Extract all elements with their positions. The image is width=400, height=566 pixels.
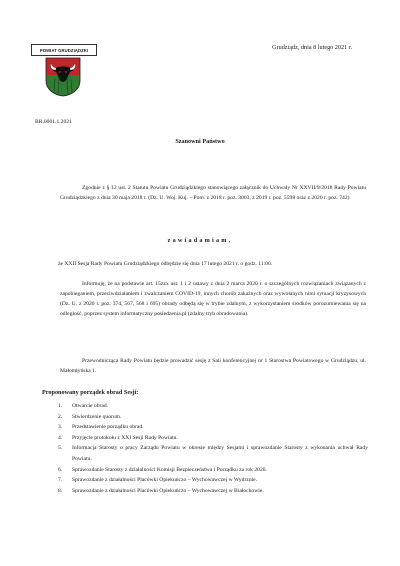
agenda-item-number: 1. <box>58 403 63 409</box>
chair-paragraph: Przewodnicząca Rady Powiatu będzie prowadzić sesję z Sali konferencyjnej nr 1 Starostwa Powiatowego w Grudziądzu, ul. Małomłyńska 1. <box>60 358 366 374</box>
agenda-item <box>58 443 368 464</box>
agenda-item-number: 7. <box>58 477 63 484</box>
letter-date: Grudziądz, dnia 8 lutego 2021 r. <box>272 44 352 51</box>
agenda-item-text: Informacja Starosty o pracy Zarządu Powiatu w okresie między Sesjami i sprawozdanie Starosty z wykonania uchwał Rady Powiatu. <box>72 445 368 462</box>
agenda-item-number: 8. <box>58 487 63 494</box>
coat-of-arms-icon <box>45 57 81 97</box>
agenda-item-number: 3. <box>58 424 63 431</box>
agenda-item-number: 5. <box>58 445 63 452</box>
agenda-item <box>58 475 368 486</box>
agenda-item <box>58 486 368 497</box>
agenda-item <box>58 412 368 423</box>
remote-session-paragraph: Informuję, że na podstawie art. 15zzx ust. 1 i 2 ustawy z dnia 2 marca 2020 r. o szczególnych rozwiązaniach związanych z zapobieganiem, przeciwdziałaniem i zwalczaniem COVID-19, innych chorób zakaźnych oraz wywołanych nimi sytuacji kryzysowych (Dz. U. z 2020 r. poz. 374, 567, 568 i 695) obrady odbędą się w trybie zdalnym, z wykorzystaniem środków porozumiewania się na odległość, poprzez system informatyczny posiedzenia.pl (zdalny tryb obradowania). <box>60 281 366 317</box>
agenda-item-text: Przedstawienie porządku obrad. <box>72 424 144 431</box>
session-paragraph: że XXII Sesja Rady Powiatu Grudziądzkiego odbędzie się dnia 17 lutego 2021 r. o godz. 11:00. <box>58 261 273 267</box>
county-crest <box>30 44 98 97</box>
agenda-item-text: Sprawozdanie Starosty z działalności Komisji Bezpieczeństwa i Porządku za rok 2020. <box>72 466 267 473</box>
agenda-item-number: 4. <box>58 434 63 441</box>
agenda-item <box>58 465 368 476</box>
agenda-item-number: 6. <box>58 466 63 473</box>
intro-paragraph: Zgodnie z § 12 ust. 2 Statutu Powiatu Grudziądzkiego stanowiącego załącznik do Uchwały Nr XXVII/9/2018 Rady Powiatu Grudziądzkiego z dnia 30 maja 2018 r. (Dz. U. Woj. Kuj. – Pom. z 2018 r. poz. 3003, z 2019 r. poz. 5598 oraz z 2020 r. poz. 742) <box>60 185 366 201</box>
agenda-item <box>58 433 368 444</box>
reference-number: BR.0001.1.2021 <box>35 119 72 125</box>
agenda-list <box>58 401 368 496</box>
agenda-item-text: Stwierdzenie quorum. <box>72 413 122 420</box>
announcement-word: zawiadamiam, <box>167 237 233 244</box>
crest-band-text: POWIAT GRUDZIĄDZKI <box>31 44 97 56</box>
agenda-item <box>58 401 368 412</box>
agenda-item-text: Otwarcie obrad. <box>72 403 109 409</box>
agenda-item-text: Sprawozdanie z działalności Placówki Opiekuńczo – Wychowawczej w Białochowie. <box>72 487 264 494</box>
agenda-item-number: 2. <box>58 413 63 420</box>
agenda-item-text: Przyjęcie protokołu z XXI Sesji Rady Powiatu. <box>72 434 178 441</box>
agenda-title: Proponowany porządek obrad Sesji: <box>42 389 139 396</box>
greeting: Szanowni Państwo <box>175 138 225 145</box>
agenda-item <box>58 422 368 433</box>
agenda-item-text: Sprawozdanie z działalności Placówki Opiekuńczo – Wychowawczej w Wydrznie. <box>72 477 258 484</box>
